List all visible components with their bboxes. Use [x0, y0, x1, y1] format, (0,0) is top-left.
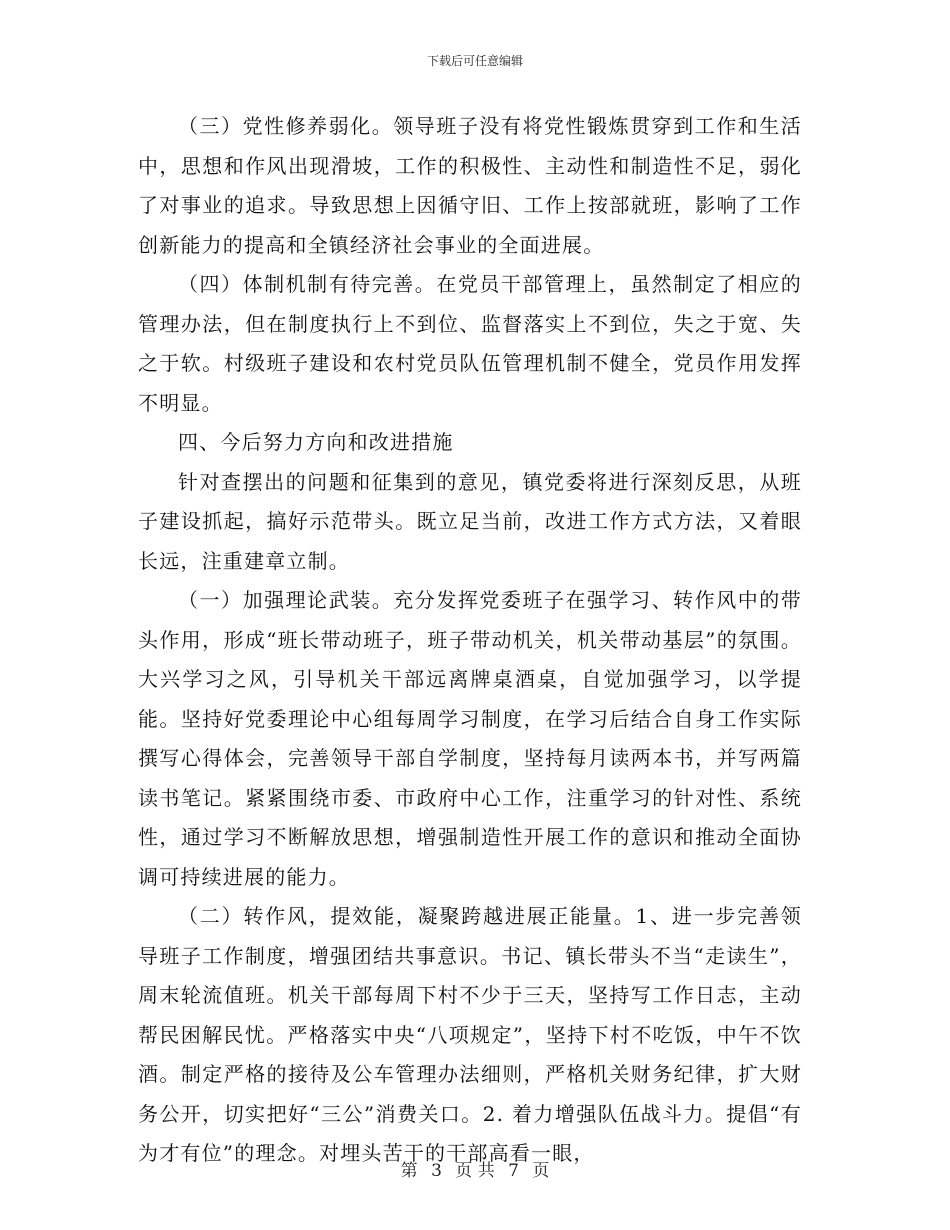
footer-suffix: 页	[532, 1161, 550, 1181]
page-footer	[0, 1156, 950, 1181]
footer-middle: 页 共	[455, 1161, 495, 1181]
footer-prefix: 第	[400, 1161, 418, 1181]
footer-total-pages: 7	[508, 1161, 519, 1181]
paragraph-work-style: （二）转作风，提效能，凝聚跨越进展正能量。1、进一步完善领导班子工作制度，增强团结共事意识。书记、镇长带头不当“走读生”，周末轮流值班。机关干部每周下村不少于三天，坚持写工作日志，主动帮民困解民忧。严格落实中央“八项规定”，坚持下村不吃饭，中午不饮酒。制定严格的接待及公车管理办法细则，严格机关财务纪律，扩大财务公开，切实把好“三公”消费关口。2. 着力增强队伍战斗力。提倡“有为才有位”的理念。对埋头苦干的干部高看一眼，	[138, 904, 802, 1165]
footer-page-number: 3	[431, 1161, 442, 1181]
document-body	[138, 107, 802, 1174]
paragraph-introduction: 针对查摆出的问题和征集到的意见，镇党委将进行深刻反思，从班子建设抓起，搞好示范带头。既立足当前，改进工作方式方法，又着眼长远，注重建章立制。	[138, 469, 802, 573]
paragraph-party-spirit: （三）党性修养弱化。领导班子没有将党性锻炼贯穿到工作和生活中，思想和作风出现滑坡，工作的积极性、主动性和制造性不足，弱化了对事业的追求。导致思想上因循守旧、工作上按部就班，影响了工作创新能力的提高和全镇经济社会事业的全面进展。	[138, 114, 802, 257]
paragraph-theory-study: （一）加强理论武装。充分发挥党委班子在强学习、转作风中的带头作用，形成“班长带动班子，班子带动机关，机关带动基层”的氛围。大兴学习之风，引导机关干部远离牌桌酒桌，自觉加强学习，以学提能。坚持好党委理论中心组每周学习制度，在学习后结合自身工作实际撰写心得体会，完善领导干部自学制度，坚持每月读两本书，并写两篇读书笔记。紧紧围绕市委、市政府中心工作，注重学习的针对性、系统性，通过学习不断解放思想，增强制造性开展工作的意识和推动全面协调可持续进展的能力。	[138, 588, 802, 889]
section-heading-improvement-measures: 四、今后努力方向和改进措施	[178, 430, 454, 454]
page-header: 下载后可任意编辑	[426, 54, 523, 68]
paragraph-institutional-mechanism: （四）体制机制有待完善。在党员干部管理上，虽然制定了相应的管理办法，但在制度执行上不到位、监督落实上不到位，失之于宽、失之于软。村级班子建设和农村党员队伍管理机制不健全，党员作用发挥不明显。	[138, 272, 802, 415]
